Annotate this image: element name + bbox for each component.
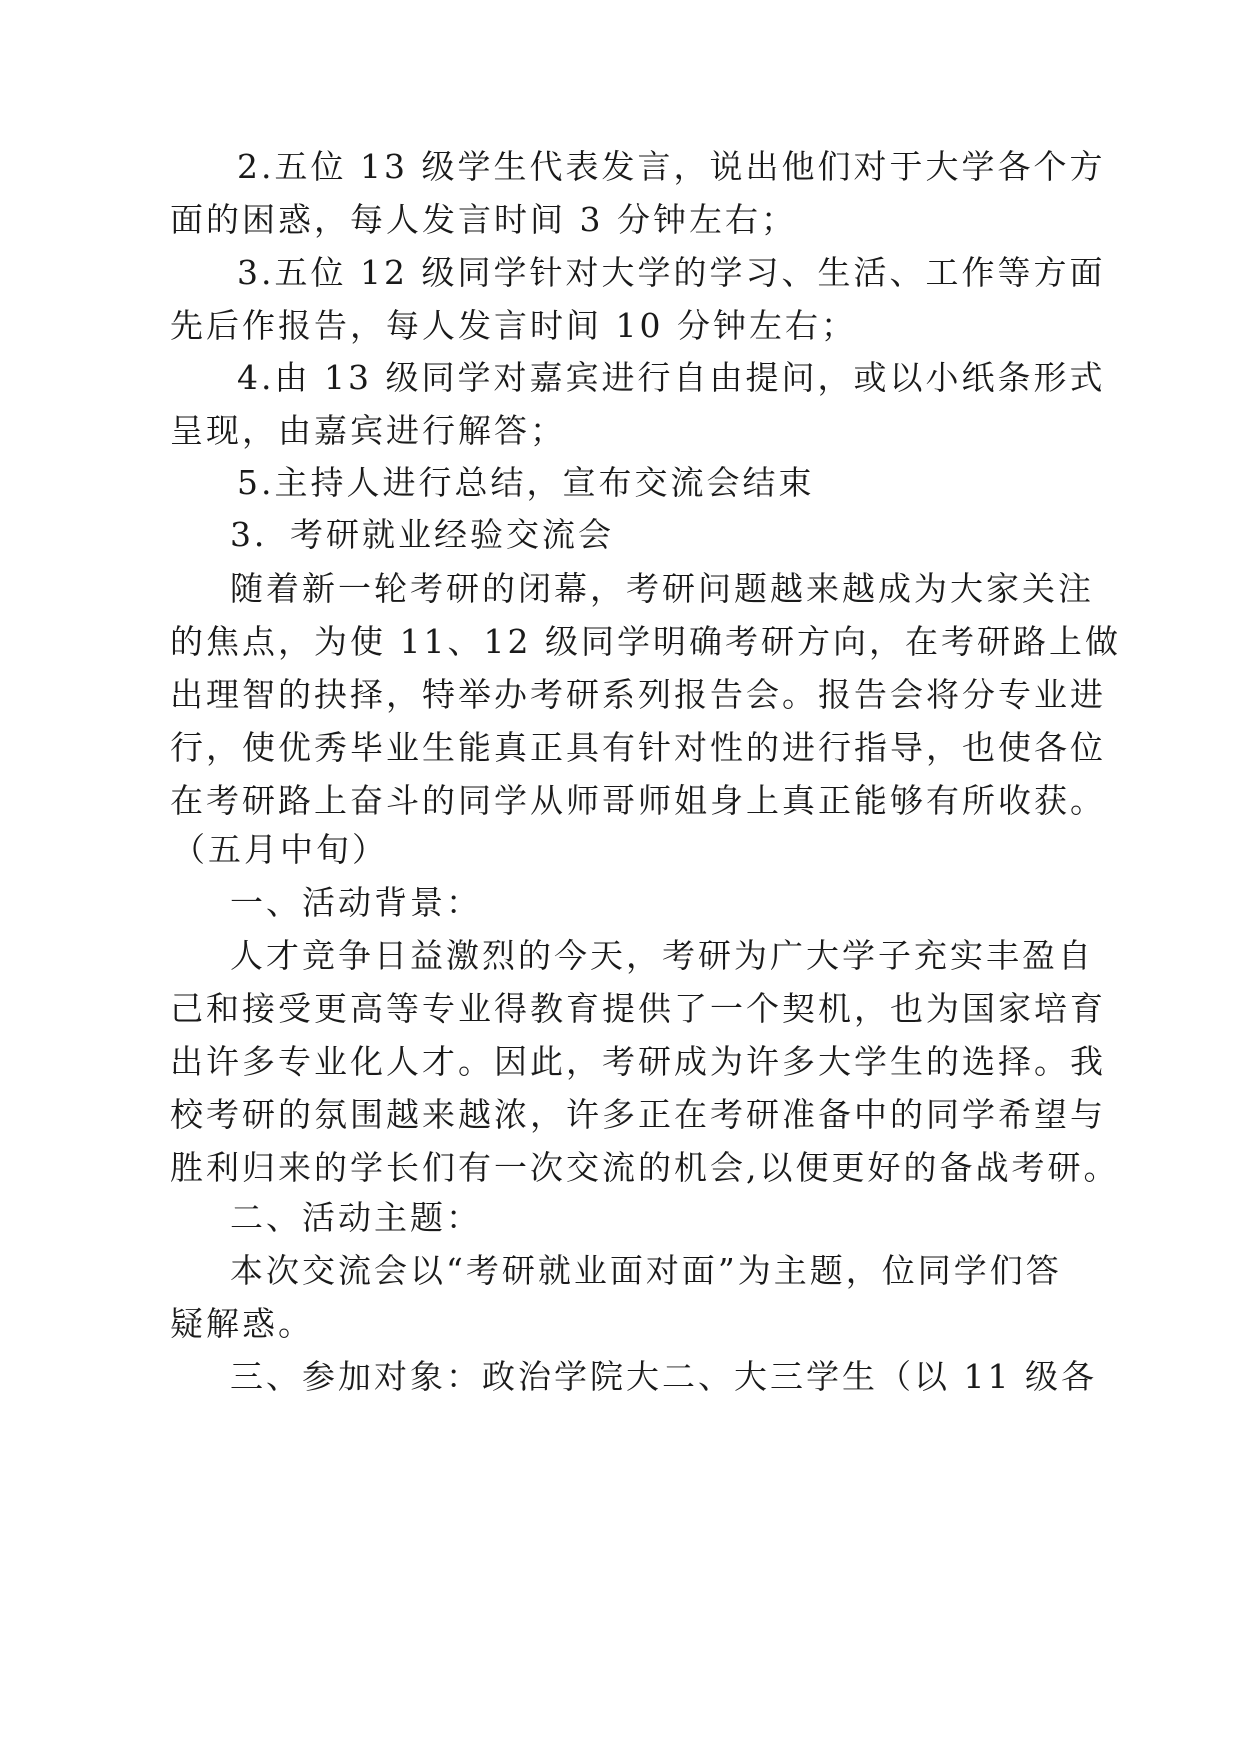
- paragraph-line: 己和接受更高等专业得教育提供了一个契机，也为国家培育: [170, 989, 1106, 1028]
- paragraph-line: 行，使优秀毕业生能真正具有针对性的进行指导，也使各位: [170, 728, 1106, 767]
- paragraph-line: 校考研的氛围越来越浓，许多正在考研准备中的同学希望与: [170, 1095, 1106, 1134]
- section-heading: 一、活动背景：: [230, 883, 482, 922]
- paragraph-line: 胜利归来的学长们有一次交流的机会,以便更好的备战考研。: [170, 1148, 1120, 1187]
- paragraph-line: 2.五位 13 级学生代表发言，说出他们对于大学各个方: [237, 147, 1106, 186]
- paragraph-line: 出许多专业化人才。因此，考研成为许多大学生的选择。我: [170, 1042, 1106, 1081]
- paragraph-line: 先后作报告，每人发言时间 10 分钟左右；: [170, 306, 857, 345]
- paragraph-line: 5.主持人进行总结，宣布交流会结束: [237, 463, 815, 502]
- section-heading: 3．考研就业经验交流会: [230, 515, 614, 554]
- paragraph-line: 4.由 13 级同学对嘉宾进行自由提问，或以小纸条形式: [237, 358, 1106, 397]
- paragraph-line: 呈现，由嘉宾进行解答；: [170, 411, 566, 450]
- paragraph-line: 3.五位 12 级同学针对大学的学习、生活、工作等方面: [237, 253, 1106, 292]
- section-heading: 三、参加对象：政治学院大二、大三学生（以 11 级各: [230, 1357, 1097, 1396]
- section-heading: 二、活动主题：: [230, 1198, 482, 1237]
- paragraph-line: （五月中旬）: [172, 830, 388, 869]
- paragraph-line: 的焦点，为使 11、12 级同学明确考研方向，在考研路上做: [170, 622, 1121, 661]
- paragraph-line: 随着新一轮考研的闭幕，考研问题越来越成为大家关注: [230, 569, 1094, 608]
- paragraph-line: 本次交流会以“考研就业面对面”为主题，位同学们答: [230, 1251, 1062, 1290]
- paragraph-line: 人才竞争日益激烈的今天，考研为广大学子充实丰盈自: [230, 936, 1094, 975]
- paragraph-line: 在考研路上奋斗的同学从师哥师姐身上真正能够有所收获。: [170, 781, 1106, 820]
- paragraph-line: 出理智的抉择，特举办考研系列报告会。报告会将分专业进: [170, 675, 1106, 714]
- paragraph-line: 疑解惑。: [170, 1304, 314, 1343]
- paragraph-line: 面的困惑，每人发言时间 3 分钟左右；: [170, 200, 797, 239]
